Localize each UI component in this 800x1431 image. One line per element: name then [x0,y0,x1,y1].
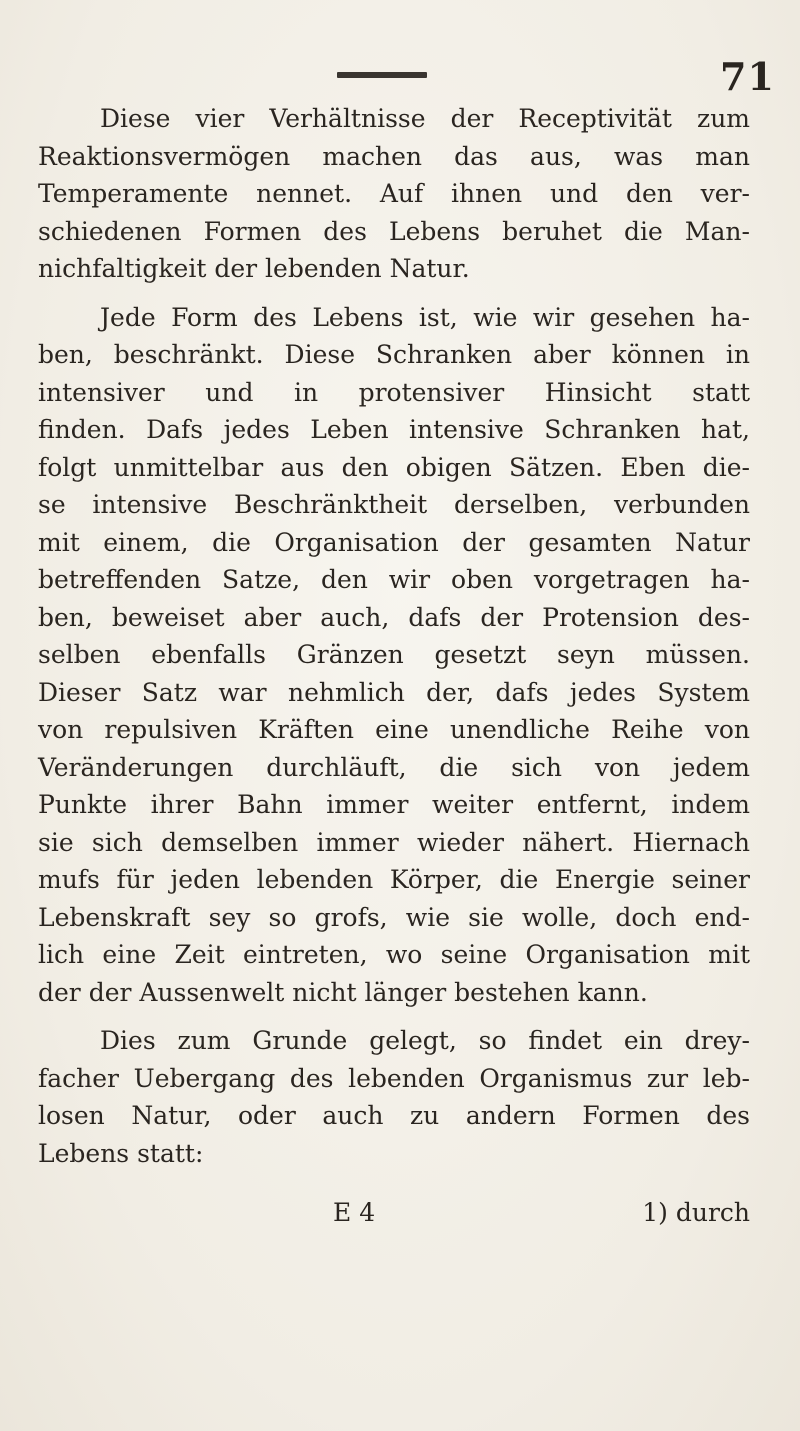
text-line: nichfaltigkeit der lebenden Natur. [38,254,470,283]
paragraph-3 [38,1022,750,1172]
text-line: se intensive Beschränktheit derselben, verbunden [38,490,750,519]
text-line: Dies zum Grunde gelegt, so findet ein drey- [100,1026,750,1055]
text-line: lich eine Zeit eintreten, wo seine Organisation mit [38,940,750,969]
paragraph-1 [38,100,750,288]
text-line: mit einem, die Organisation der gesamten Natur [38,527,750,557]
text-line: Diese vier Verhältnisse der Receptivität zum [100,104,750,133]
text-line: Reaktionsvermögen machen das aus, was man [38,141,750,171]
signature-mark: E 4 [333,1198,376,1227]
text-line: sie sich demselben immer wieder nähert. Hiernach [38,827,750,857]
header-ornament-rule [337,72,427,78]
text-line: Lebens statt: [38,1138,204,1168]
page-number: 71 [720,54,775,99]
text-line: betreffenden Satze, den wir oben vorgetragen ha- [38,565,750,594]
text-line: Punkte ihrer Bahn immer weiter entfernt, indem [38,790,750,819]
text-line: selben ebenfalls Gränzen gesetzt seyn müssen. [38,640,750,669]
paragraph-gap [38,1011,750,1022]
page-footer [38,1198,750,1234]
text-line: ben, beweiset aber auch, dafs der Protension des- [38,602,750,632]
text-line: Temperamente nennet. Auf ihnen und den ver- [38,179,750,208]
text-line: facher Uebergang des lebenden Organismus zur leb- [38,1063,750,1093]
body-text [38,100,750,1172]
text-line: schiedenen Formen des Lebens beruhet die Man- [38,216,750,246]
text-line: folgt unmittelbar aus den obigen Sätzen. Eben die- [38,452,750,482]
text-line: intensiver und in protensiver Hinsicht statt [38,377,750,407]
text-line: ben, beschränkt. Diese Schranken aber können in [38,340,750,369]
text-line: finden. Dafs jedes Leben intensive Schranken hat, [38,415,750,444]
text-line: Dieser Satz war nehmlich der, dafs jedes System [38,677,750,707]
paragraph-2 [38,299,750,1012]
paragraph-gap [38,288,750,299]
text-line: Lebenskraft sey so grofs, wie sie wolle, doch end- [38,902,750,932]
catchword: 1) durch [642,1198,750,1227]
text-line: Veränderungen durchläuft, die sich von jedem [38,752,750,782]
text-line: von repulsiven Kräften eine unendliche Reihe von [38,715,750,744]
text-line: losen Natur, oder auch zu andern Formen des [38,1101,750,1130]
text-line: Jede Form des Lebens ist, wie wir gesehen ha- [100,302,750,332]
text-line: mufs für jeden lebenden Körper, die Energie seiner [38,865,750,894]
text-line: der der Aussenwelt nicht länger bestehen kann. [38,977,648,1007]
